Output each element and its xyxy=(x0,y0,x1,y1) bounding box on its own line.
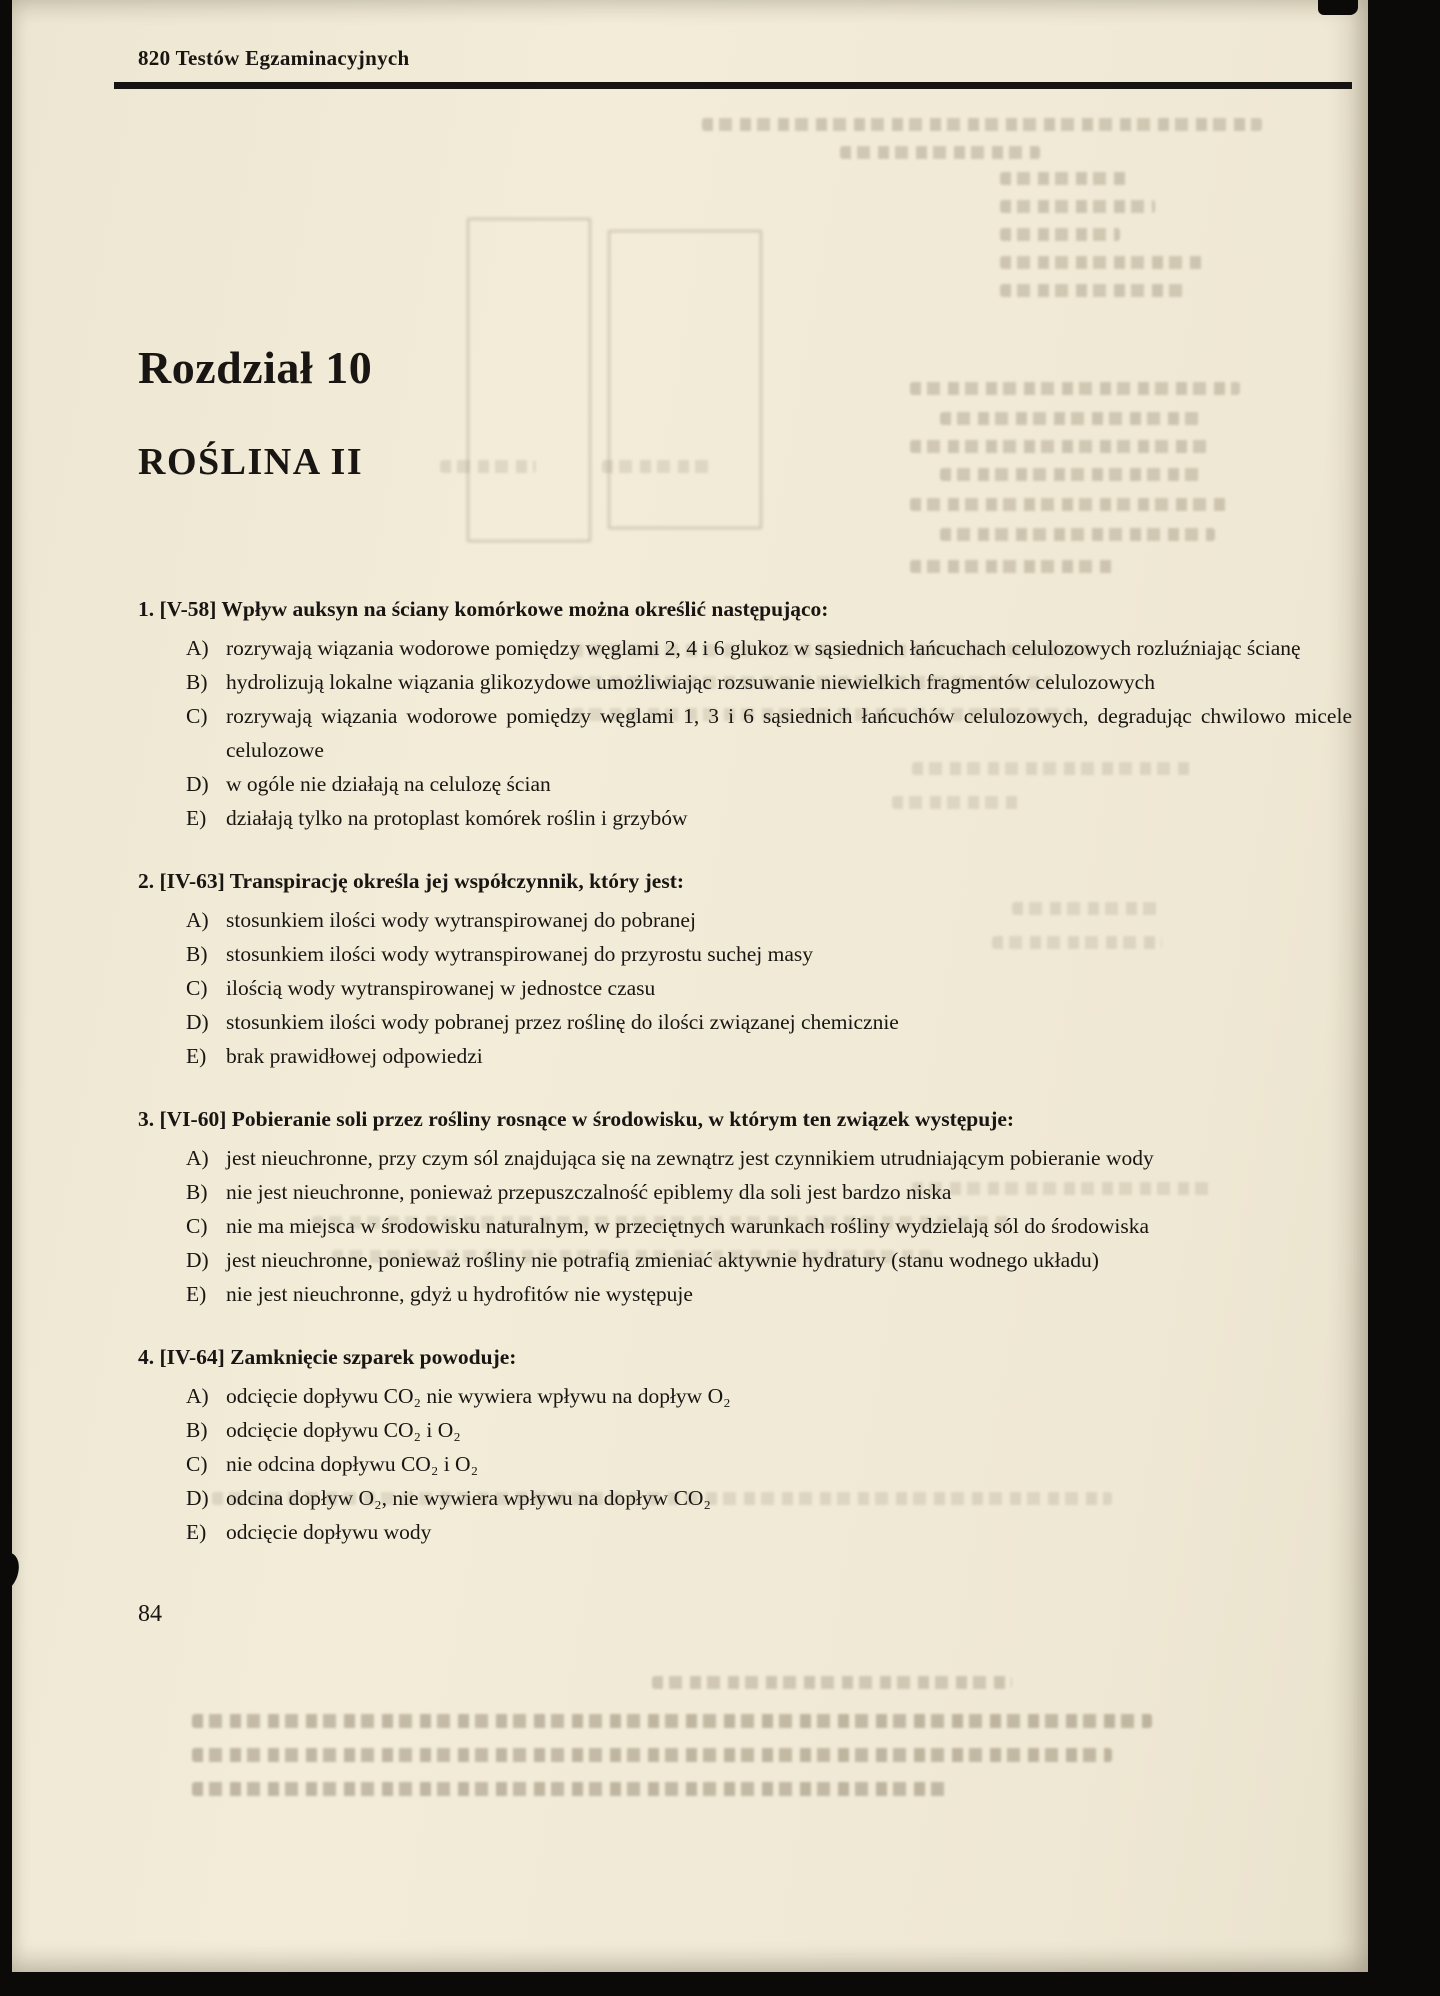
option-text: odcięcie dopływu wody xyxy=(226,1520,432,1544)
option-text: nie odcina dopływu CO₂ i O₂ xyxy=(226,1452,479,1476)
bleedthrough-artifact xyxy=(192,1748,1112,1762)
bleedthrough-artifact xyxy=(192,1714,1152,1728)
question-code: [V-58] xyxy=(159,597,217,621)
question-code: [IV-63] xyxy=(159,869,225,893)
option-label: B) xyxy=(186,1418,208,1442)
option-label: A) xyxy=(186,1384,209,1408)
option-d xyxy=(186,767,1352,801)
question-number: 2. xyxy=(138,869,155,893)
option-text: jest nieuchronne, ponieważ rośliny nie potrafią zmieniać aktywnie hydratury (stanu wodnego układu) xyxy=(226,1248,1099,1272)
option-label: C) xyxy=(186,704,208,728)
bleedthrough-artifact xyxy=(652,1676,1012,1689)
question-code: [IV-64] xyxy=(159,1345,225,1369)
option-a xyxy=(186,631,1352,665)
scan-corner-mark xyxy=(1318,0,1358,15)
question-text: Zamknięcie szparek powoduje: xyxy=(230,1345,517,1369)
page-number: 84 xyxy=(138,1601,162,1627)
page-header xyxy=(138,0,1352,89)
question-3 xyxy=(138,1102,1352,1311)
option-c xyxy=(186,1209,1352,1243)
option-label: D) xyxy=(186,1486,209,1510)
option-b xyxy=(186,1175,1352,1209)
option-label: C) xyxy=(186,1452,208,1476)
option-label: E) xyxy=(186,1282,207,1306)
option-label: C) xyxy=(186,1214,208,1238)
questions-list xyxy=(138,592,1352,1549)
option-label: E) xyxy=(186,1520,207,1544)
option-text: jest nieuchronne, przy czym sól znajdująca się na zewnątrz jest czynnikiem utrudniającym pobieranie wody xyxy=(226,1146,1154,1170)
option-b xyxy=(186,665,1352,699)
option-label: A) xyxy=(186,1146,209,1170)
option-text: w ogóle nie działają na celulozę ścian xyxy=(226,772,551,796)
option-label: D) xyxy=(186,1010,209,1034)
question-text: Transpirację określa jej współczynnik, który jest: xyxy=(229,869,685,893)
question-1 xyxy=(138,592,1352,835)
option-a xyxy=(186,903,1352,937)
option-text: stosunkiem ilości wody wytranspirowanej do pobranej xyxy=(226,908,696,932)
option-label: D) xyxy=(186,1248,209,1272)
content xyxy=(12,0,1368,1628)
option-text: nie jest nieuchronne, ponieważ przepuszczalność epiblemy dla soli jest bardzo niska xyxy=(226,1180,952,1204)
option-b xyxy=(186,937,1352,971)
question-stem xyxy=(138,864,1352,898)
page xyxy=(12,0,1368,1972)
question-number: 1. xyxy=(138,597,155,621)
option-text: nie jest nieuchronne, gdyż u hydrofitów nie występuje xyxy=(226,1282,693,1306)
book-title: 820 Testów Egzaminacyjnych xyxy=(138,46,410,70)
option-label: B) xyxy=(186,670,208,694)
question-text: Wpływ auksyn na ściany komórkowe można określić następująco: xyxy=(221,597,829,621)
option-label: B) xyxy=(186,1180,208,1204)
option-label: D) xyxy=(186,772,209,796)
option-text: nie ma miejsca w środowisku naturalnym, w przeciętnych warunkach rośliny wydzielają sól do środowiska xyxy=(226,1214,1150,1238)
option-text: ilością wody wytranspirowanej w jednostce czasu xyxy=(226,976,656,1000)
option-text: odcięcie dopływu CO₂ i O₂ xyxy=(226,1418,461,1442)
option-text: brak prawidłowej odpowiedzi xyxy=(226,1044,483,1068)
option-b xyxy=(186,1413,1352,1447)
question-text: Pobieranie soli przez rośliny rosnące w środowisku, w którym ten związek występuje: xyxy=(231,1107,1015,1131)
option-c xyxy=(186,971,1352,1005)
option-text: rozrywają wiązania wodorowe pomiędzy węglami 2, 4 i 6 glukoz w sąsiednich łańcuchach celulozowych rozluźniając ścianę xyxy=(226,636,1301,660)
question-number: 4. xyxy=(138,1345,155,1369)
option-d xyxy=(186,1005,1352,1039)
question-code: [VI-60] xyxy=(159,1107,227,1131)
question-2 xyxy=(138,864,1352,1073)
option-label: A) xyxy=(186,908,209,932)
option-text: stosunkiem ilości wody wytranspirowanej do przyrostu suchej masy xyxy=(226,942,813,966)
question-number: 3. xyxy=(138,1107,155,1131)
chapter-subtitle: ROŚLINA II xyxy=(138,441,364,483)
option-label: B) xyxy=(186,942,208,966)
question-stem xyxy=(138,1340,1352,1374)
option-e xyxy=(186,1515,1352,1549)
option-text: rozrywają wiązania wodorowe pomiędzy węglami 1, 3 i 6 sąsiednich łańcuchów celulozowych, degradując chwilowo micele celulozowe xyxy=(226,704,1352,762)
option-label: C) xyxy=(186,976,208,1000)
option-e xyxy=(186,1277,1352,1311)
question-stem xyxy=(138,592,1352,626)
option-label: E) xyxy=(186,1044,207,1068)
option-c xyxy=(186,1447,1352,1481)
option-text: stosunkiem ilości wody pobranej przez roślinę do ilości związanej chemicznie xyxy=(226,1010,899,1034)
question-4 xyxy=(138,1340,1352,1549)
header-rule xyxy=(114,82,1352,89)
question-stem xyxy=(138,1102,1352,1136)
option-text: działają tylko na protoplast komórek roślin i grzybów xyxy=(226,806,688,830)
option-d xyxy=(186,1243,1352,1277)
option-e xyxy=(186,1039,1352,1073)
option-text: odcina dopływ O₂, nie wywiera wpływu na dopływ CO₂ xyxy=(226,1486,711,1510)
option-a xyxy=(186,1141,1352,1175)
bleedthrough-artifact xyxy=(192,1782,952,1796)
chapter-title: Rozdział 10 xyxy=(138,342,373,393)
option-label: A) xyxy=(186,636,209,660)
option-text: odcięcie dopływu CO₂ nie wywiera wpływu na dopływ O₂ xyxy=(226,1384,731,1408)
option-label: E) xyxy=(186,806,207,830)
option-a xyxy=(186,1379,1352,1413)
option-e xyxy=(186,801,1352,835)
option-d xyxy=(186,1481,1352,1515)
option-c xyxy=(186,699,1352,767)
option-text: hydrolizują lokalne wiązania glikozydowe umożliwiając rozsuwanie niewielkich fragmentów celulozowych xyxy=(226,670,1155,694)
